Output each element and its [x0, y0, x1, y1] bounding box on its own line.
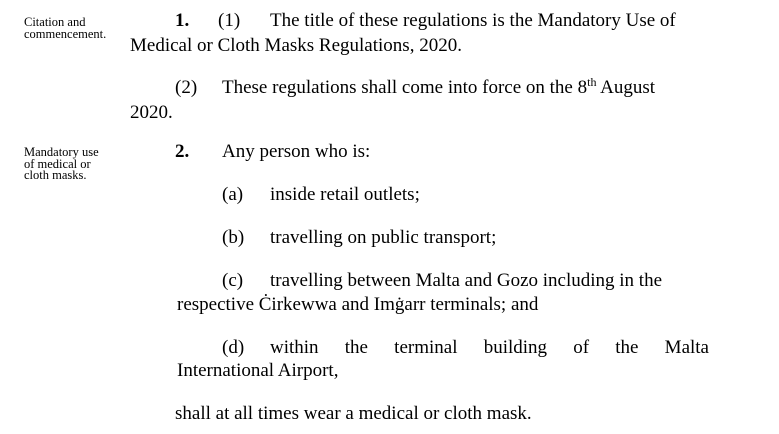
list-item: travelling between Malta and Gozo including in the [270, 270, 663, 291]
regulation-closing-text: shall at all times wear a medical or cloth mask. [175, 403, 532, 424]
marginal-note-mandatory-use: Mandatory use of medical or cloth masks. [24, 145, 99, 182]
list-item: within the terminal building of the Malta [270, 337, 709, 358]
regulation-number: 1. [175, 10, 190, 31]
paragraph-marker: (b) [222, 227, 245, 248]
marginal-note-citation: Citation and commencement. [24, 15, 107, 41]
regulation-text: These regulations shall come into force on the 8th August [222, 75, 656, 98]
regulation-text: Medical or Cloth Masks Regulations, 2020. [130, 35, 462, 56]
subregulation-marker: (2) [175, 77, 198, 98]
regulation-text: Any person who is: [222, 141, 371, 162]
paragraph-marker: (c) [222, 270, 244, 291]
paragraph-marker: (a) [222, 184, 244, 205]
subregulation-marker: (1) [218, 10, 241, 31]
regulation-text: 2020. [130, 102, 173, 123]
list-item: inside retail outlets; [270, 184, 420, 205]
regulation-number: 2. [175, 141, 190, 162]
paragraph-marker: (d) [222, 337, 245, 358]
list-item: travelling on public transport; [270, 227, 497, 248]
list-item: International Airport, [177, 360, 339, 381]
regulation-text: The title of these regulations is the Mandatory Use of [270, 10, 676, 31]
list-item: respective Ċirkewwa and Imġarr terminals; and [177, 294, 539, 315]
